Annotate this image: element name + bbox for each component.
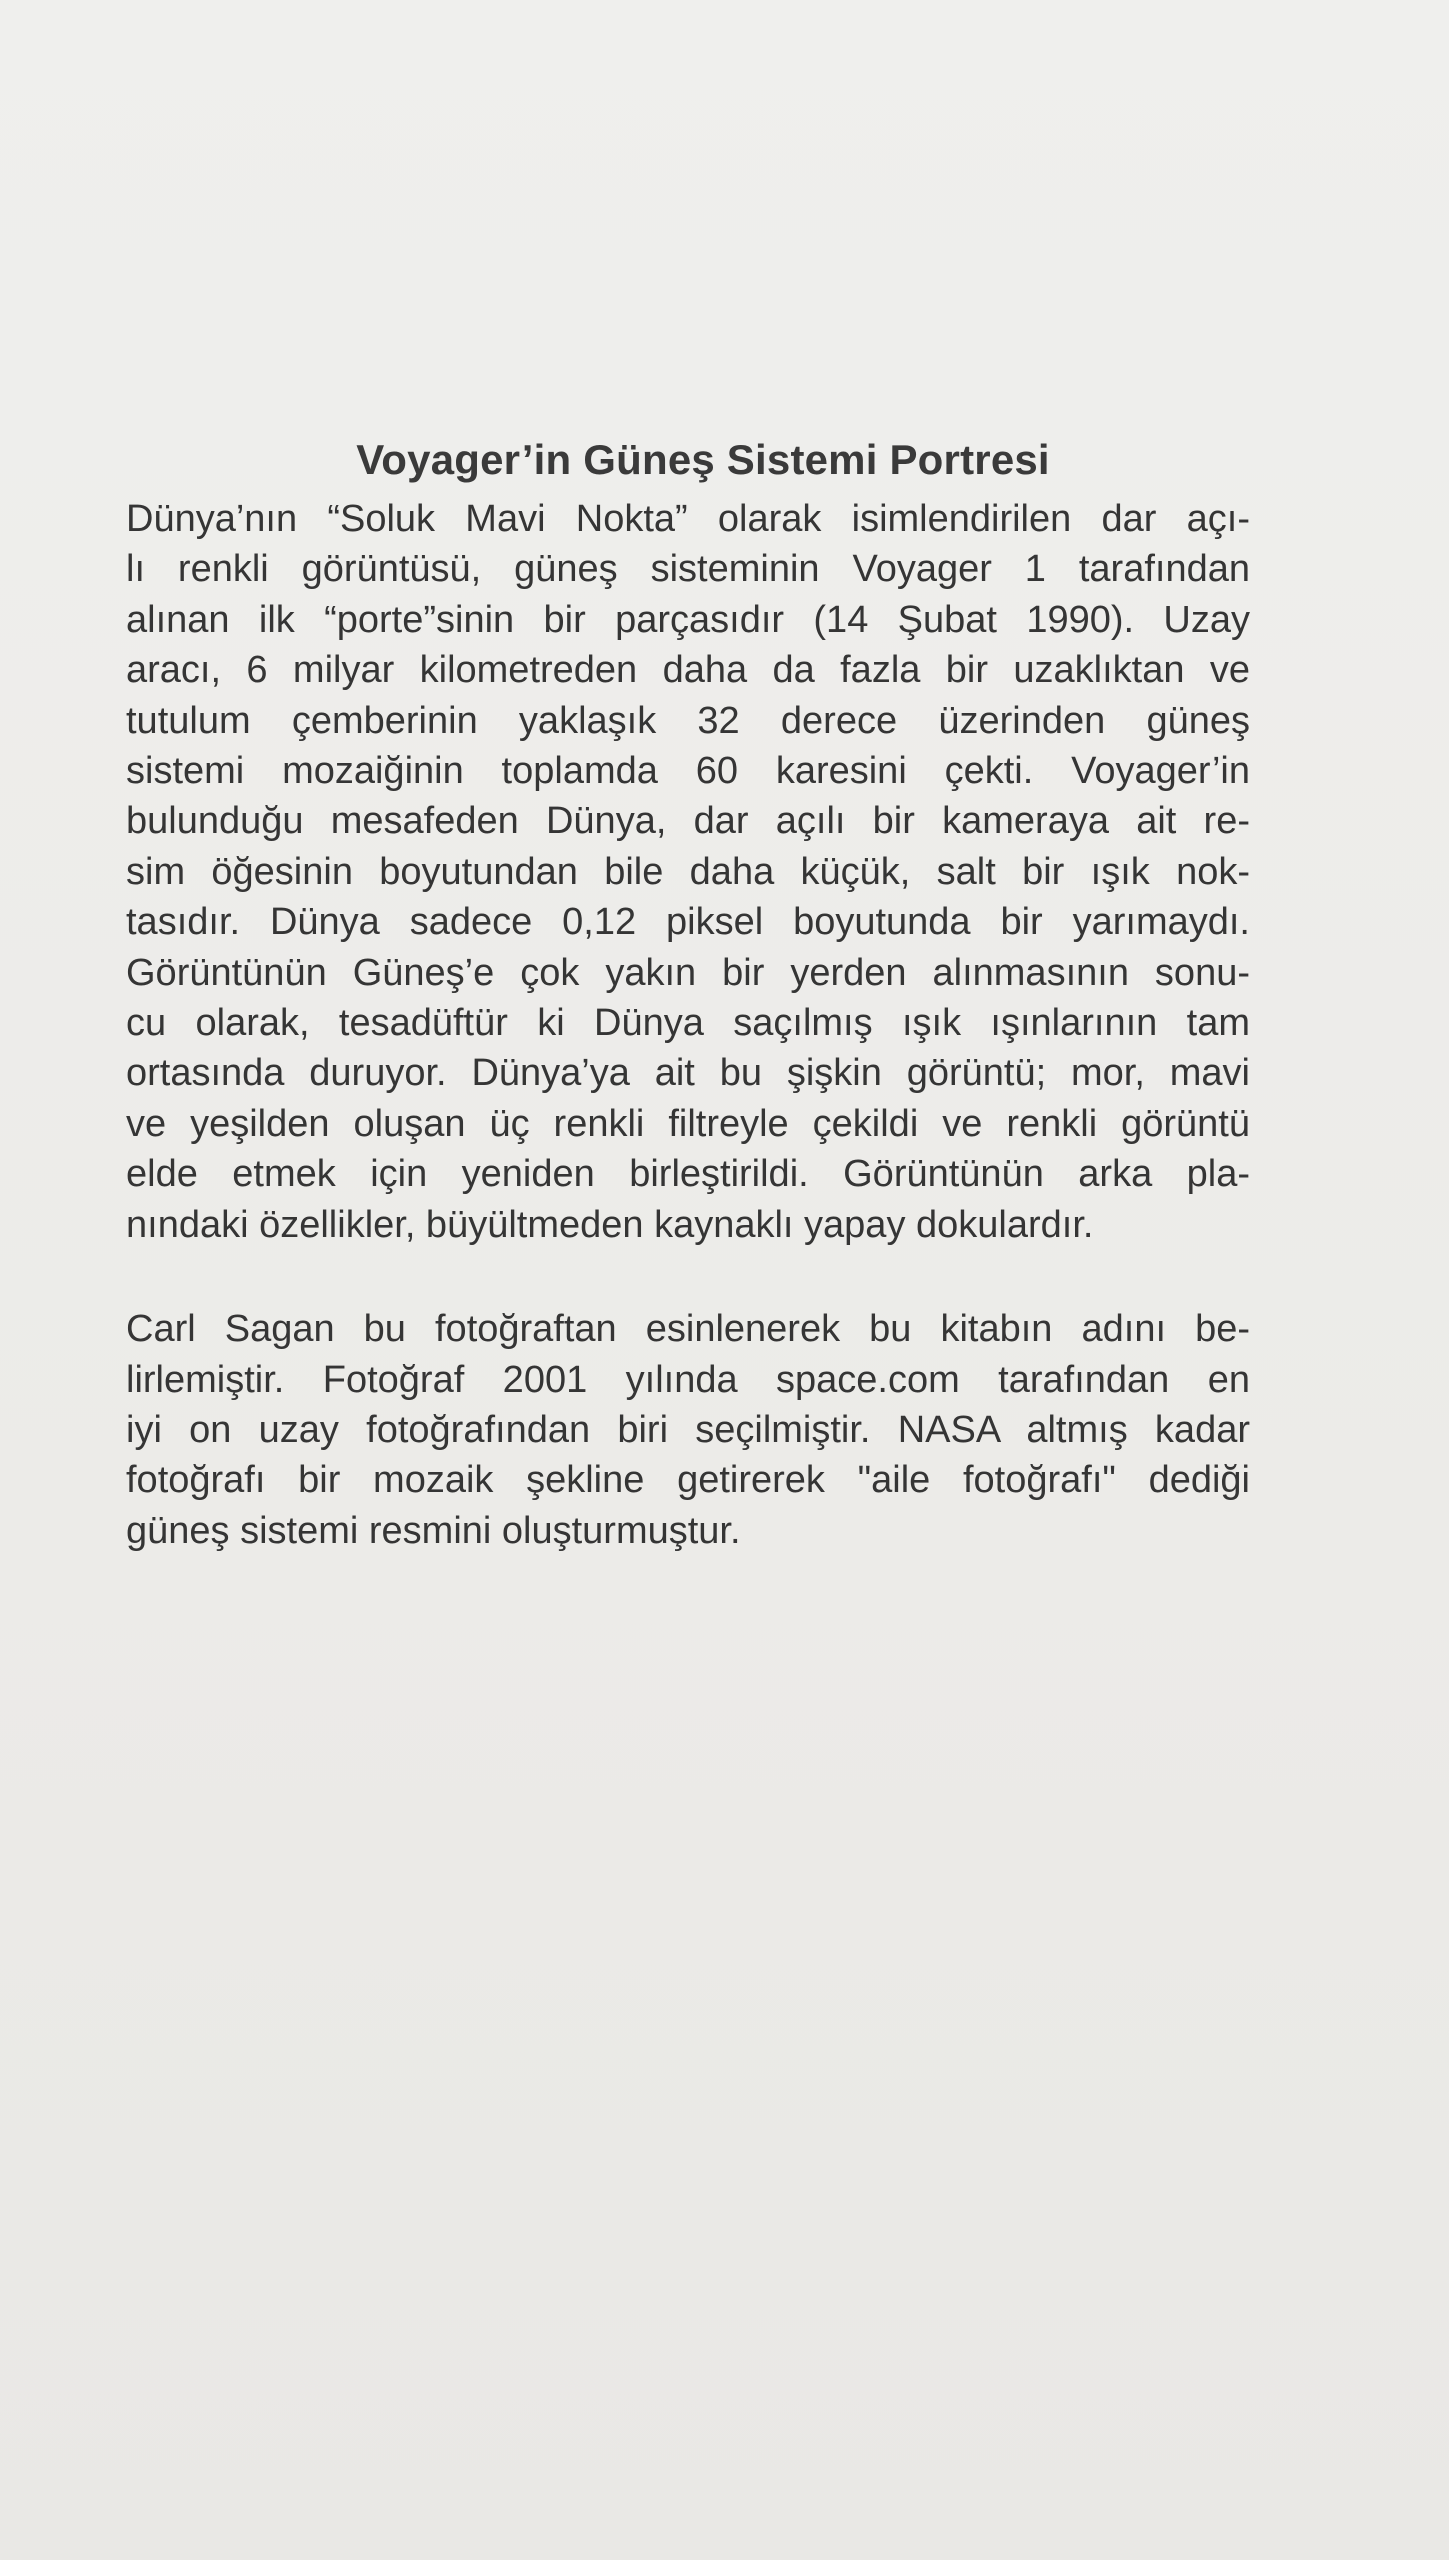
text-line: Görüntünün Güneş’e çok yakın bir yerden alınmasının sonu- (126, 951, 1250, 994)
paragraph-note (126, 1304, 1250, 1556)
page-title: Voyager’in Güneş Sistemi Portresi (356, 436, 1050, 483)
text-line: tasıdır. Dünya sadece 0,12 piksel boyutunda bir yarımaydı. (126, 901, 1250, 944)
text-line: ve yeşilden oluşan üç renkli filtreyle çekildi ve renkli görüntü (126, 1102, 1250, 1145)
text-line: alınan ilk “porte”sinin bir parçasıdır (14 Şubat 1990). Uzay (126, 598, 1250, 641)
text-line: iyi on uzay fotoğrafından biri seçilmiştir. NASA altmış kadar (126, 1408, 1250, 1451)
text-line: elde etmek için yeniden birleştirildi. Görüntünün arka pla- (126, 1153, 1250, 1196)
text-line: fotoğrafı bir mozaik şekline getirerek "aile fotoğrafı" dediği (126, 1459, 1250, 1502)
text-line: ortasında duruyor. Dünya’ya ait bu şişkin görüntü; mor, mavi (126, 1052, 1250, 1095)
page-content (126, 430, 1250, 1556)
text-line: sistemi mozaiğinin toplamda 60 karesini çekti. Voyager’in (126, 750, 1250, 793)
text-line: cu olarak, tesadüftür ki Dünya saçılmış ışık ışınlarının tam (126, 1002, 1250, 1045)
text-line: lirlemiştir. Fotoğraf 2001 yılında space.com tarafından en (126, 1358, 1250, 1401)
text-line: sim öğesinin boyutundan bile daha küçük, salt bir ışık nok- (126, 850, 1250, 893)
text-line: Carl Sagan bu fotoğraftan esinlenerek bu kitabın adını be- (126, 1308, 1250, 1351)
text-line: bulunduğu mesafeden Dünya, dar açılı bir kameraya ait re- (126, 800, 1250, 843)
text-line: Dünya’nın “Soluk Mavi Nokta” olarak isimlendirilen dar açı- (126, 498, 1250, 540)
text-line: tutulum çemberinin yaklaşık 32 derece üzerinden güneş (126, 699, 1250, 742)
text-line: nındaki özellikler, büyültmeden kaynaklı yapay dokulardır. (126, 1203, 1094, 1246)
text-line: lı renkli görüntüsü, güneş sisteminin Voyager 1 tarafından (126, 548, 1250, 591)
text-line: güneş sistemi resmini oluşturmuştur. (126, 1509, 741, 1552)
paragraph-description (126, 494, 1250, 1250)
paragraph-spacer (126, 1250, 1250, 1304)
text-line: aracı, 6 milyar kilometreden daha da fazla bir uzaklıktan ve (126, 649, 1250, 692)
